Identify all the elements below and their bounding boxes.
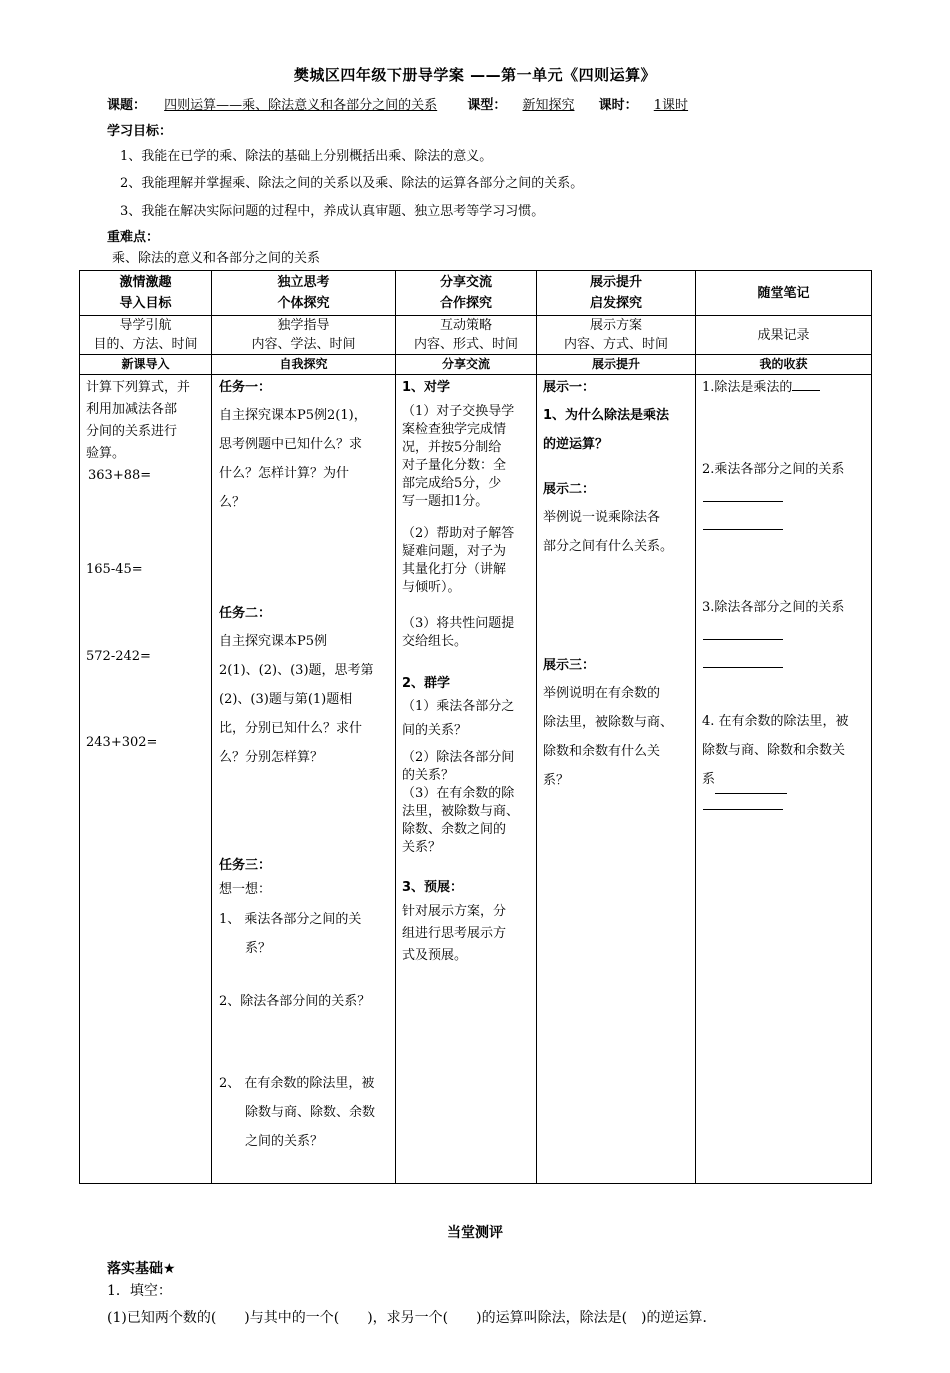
- display2-text: 举例说一说乘除法各 部分之间有什么关系。: [543, 510, 674, 554]
- content-row: [80, 375, 872, 1184]
- share-step2c-text: （3）在有余数的除 法里，被除数与商、 除数、余数之间的 关系？: [402, 786, 520, 855]
- note-4: 4. 在有余数的除法里，被 除数与商、除数和余数关 系: [702, 707, 849, 794]
- expr-1: 363+88=: [88, 468, 152, 483]
- section-cell-3: 分享交流: [396, 355, 537, 375]
- key-points-label: 重难点：: [107, 230, 160, 245]
- task3-q1: 1、 乘法各部分之间的关 系？: [219, 912, 362, 956]
- section-cell-2: 自我探究: [212, 355, 396, 375]
- expr-2: 165-45=: [86, 562, 143, 577]
- subheader-cell-3: 互动策略 内容、形式、时间: [396, 316, 537, 355]
- display1-label: 展示一：: [543, 380, 596, 395]
- share-step2-label: 2、群学: [402, 676, 451, 691]
- topic-label: 课题：: [107, 98, 147, 113]
- display1-text: 1、为什么除法是乘法 的逆运算？: [543, 408, 670, 452]
- type-label: 课型：: [467, 98, 507, 113]
- note-2: 2.乘法各部分之间的关系: [702, 462, 845, 477]
- note-3-blank-2[interactable]: [703, 667, 783, 668]
- section-row: [80, 355, 872, 375]
- share-step1b-text: （2）帮助对子解答 疑难问题，对子为 其量化打分（讲解 与倾听）。: [402, 526, 515, 595]
- header-cell-2: 独立思考 个体探究: [212, 271, 396, 316]
- note-3: 3.除法各部分之间的关系: [702, 600, 845, 615]
- note-4-blank-2[interactable]: [703, 809, 783, 810]
- display3-text: 举例说明在有余数的 除法里，被除数与商、 除数和余数有什么关 系？: [543, 686, 674, 788]
- display2-label: 展示二：: [543, 482, 596, 497]
- task2-label: 任务二：: [219, 606, 272, 621]
- task3-q3: 2、 在有余数的除法里，被 除数与商、除数、余数 之间的关系？: [219, 1076, 376, 1149]
- share-step1-label: 1、对学: [402, 380, 451, 395]
- header-cell-4: 展示提升 启发探究: [537, 271, 696, 316]
- header-cell-5: 随堂笔记: [696, 271, 872, 316]
- share-step3-label: 3、预展：: [402, 880, 464, 895]
- note-1: 1.除法是乘法的: [702, 377, 820, 399]
- type-value: 新知探究: [522, 98, 575, 113]
- intro-text: 计算下列算式，并 利用加减法各部 分间的关系进行 验算。: [86, 380, 191, 461]
- objectives-label: 学习目标：: [107, 124, 173, 139]
- share-step1c-text: （3）将共性问题提 交给组长。: [402, 616, 515, 649]
- content-cell-share: [396, 375, 537, 1184]
- task3-q2: 2、除法各部分间的关系？: [219, 994, 371, 1009]
- task1-label: 任务一：: [219, 380, 272, 395]
- hours-value: 1课时: [653, 98, 689, 113]
- content-cell-self-study: [212, 375, 396, 1184]
- header-row: [80, 271, 872, 316]
- content-cell-display: [537, 375, 696, 1184]
- share-step2b-text: （2）除法各部分间 的关系？: [402, 750, 515, 783]
- content-cell-intro: [80, 375, 212, 1184]
- topic-line: [107, 94, 700, 113]
- task1-text: 自主探究课本P5例2(1)， 思考例题中已知什么？求 什么？怎样计算？为什 么？: [219, 408, 367, 510]
- header-cell-3: 分享交流 合作探究: [396, 271, 537, 316]
- share-step2a-text: （1）乘法各部分之 间的关系？: [402, 699, 515, 738]
- note-4-blank-1[interactable]: [715, 793, 787, 794]
- subheader-cell-2: 独学指导 内容、学法、时间: [212, 316, 396, 355]
- subheader-cell-4: 展示方案 内容、方式、时间: [537, 316, 696, 355]
- share-step1-text: （1）对子交换导学 案检查独学完成情 况，并按5分制给 对子量化分数：全 部完成给5分，少 写一题扣1分。: [402, 404, 515, 509]
- section-cell-1: 新课导入: [80, 355, 212, 375]
- section-cell-4: 展示提升: [537, 355, 696, 375]
- task3-label: 任务三：: [219, 858, 272, 873]
- quiz-question-1: (1)已知两个数的( )与其中的一个( )，求另一个( )的运算叫除法，除法是( )的逆运算．: [107, 1310, 717, 1326]
- expr-4: 243+302=: [86, 735, 158, 750]
- quiz-section: 落实基础★: [107, 1261, 176, 1277]
- subheader-row: [80, 316, 872, 355]
- note-1-blank[interactable]: [792, 390, 820, 391]
- guide-table: [79, 270, 872, 1184]
- section-cell-5: 我的收获: [696, 355, 872, 375]
- note-2-blank-2[interactable]: [703, 529, 783, 530]
- display3-label: 展示三：: [543, 658, 596, 673]
- content-cell-notes: [696, 375, 872, 1184]
- hours-label: 课时：: [598, 98, 638, 113]
- note-3-blank-1[interactable]: [703, 639, 783, 640]
- objective-1: 1、我能在已学的乘、除法的基础上分别概括出乘、除法的意义。: [120, 149, 493, 164]
- subheader-cell-5: 成果记录: [696, 316, 872, 355]
- subheader-cell-1: 导学引航 目的、方法、时间: [80, 316, 212, 355]
- topic-value: 四则运算——乘、除法意义和各部分之间的关系: [164, 98, 438, 113]
- page-title: 樊城区四年级下册导学案 ——第一单元《四则运算》: [293, 66, 657, 84]
- note-2-blank-1[interactable]: [703, 501, 783, 502]
- quiz-question-label: 1．填空：: [107, 1283, 172, 1299]
- key-points-text: 乘、除法的意义和各部分之间的关系: [112, 251, 321, 266]
- think-label: 想一想：: [219, 882, 272, 897]
- expr-3: 572-242=: [86, 649, 151, 664]
- share-step3-text: 针对展示方案，分 组进行思考展示方 式及预展。: [402, 904, 507, 963]
- objective-3: 3、我能在解决实际问题的过程中，养成认真审题、独立思考等学习习惯。: [120, 204, 545, 219]
- objective-2: 2、我能理解并掌握乘、除法之间的关系以及乘、除法的运算各部分之间的关系。: [120, 176, 584, 191]
- quiz-title: 当堂测评: [447, 1225, 503, 1241]
- task2-text: 自主探究课本P5例 2(1)、(2)、(3)题，思考第 (2)、(3)题与第(1)题相 比，分别已知什么？求什 么？分别怎样算？: [219, 634, 374, 765]
- header-cell-1: 激情激趣 导入目标: [80, 271, 212, 316]
